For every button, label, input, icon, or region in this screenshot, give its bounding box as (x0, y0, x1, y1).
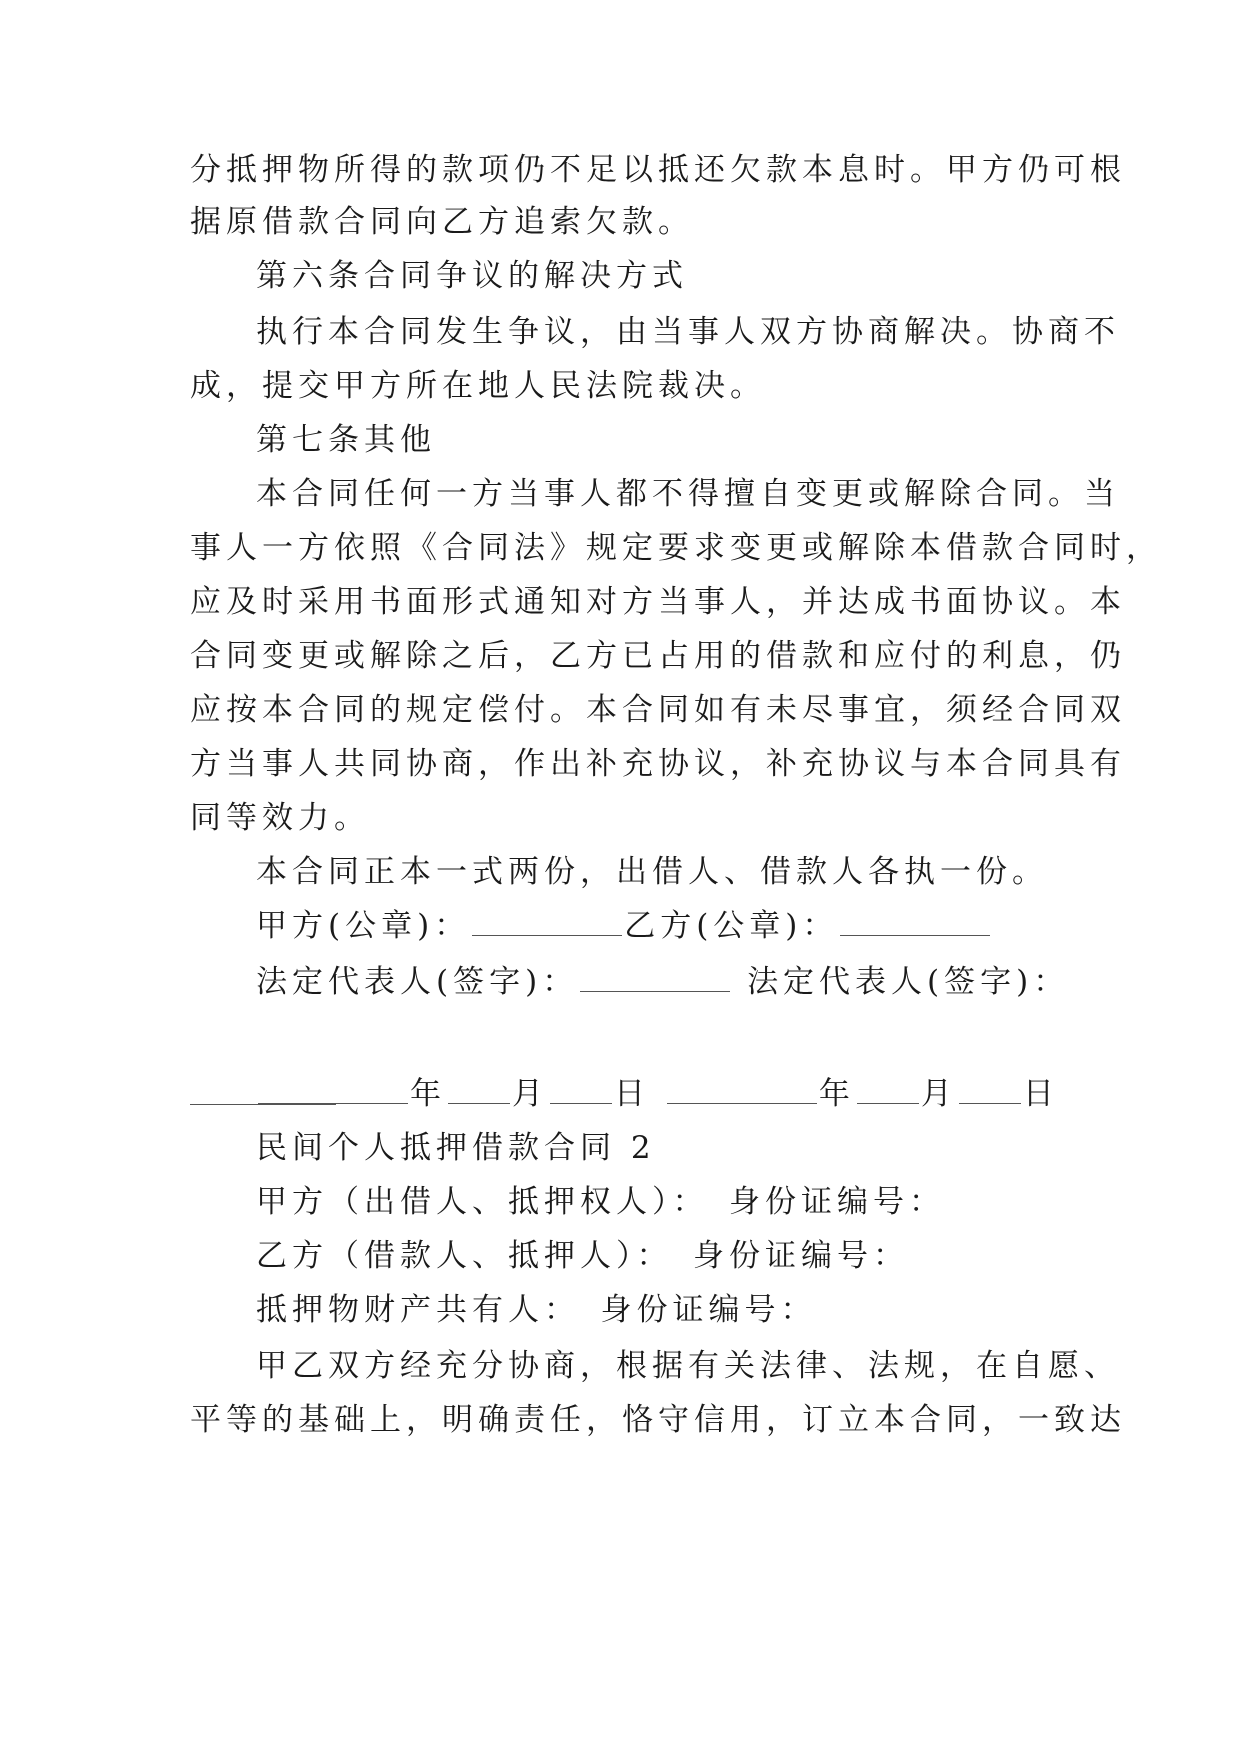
party-a-seal-label: 甲方(公章)： (256, 908, 471, 944)
year-b-label: 年 (818, 1076, 855, 1112)
text-line: 执行本合同发生争议，由当事人双方协商解决。协商不 (256, 314, 1120, 350)
rep-a-blank (580, 965, 730, 992)
party-b-seal-label: 乙方(公章)： (624, 908, 839, 944)
co-owner-info: 抵押物财产共有人： 身份证编号： (256, 1292, 817, 1328)
day-b-blank (959, 1077, 1021, 1104)
party-a-seal-blank (472, 909, 622, 936)
rep-b-label: 法定代表人(签字)： (747, 964, 1070, 1000)
section-heading: 第六条合同争议的解决方式 (256, 258, 688, 294)
text-line: 应按本合同的规定偿付。本合同如有未尽事宜，须经合同双 (190, 692, 1126, 728)
day-a-blank (550, 1077, 612, 1104)
year-a-label: 年 (410, 1076, 446, 1112)
day-a-label: 日 (614, 1076, 650, 1112)
party-b-info: 乙方（借款人、抵押人）： 身份证编号： (256, 1238, 909, 1274)
text-line: 合同变更或解除之后，乙方已占用的借款和应付的利息，仍 (190, 638, 1126, 674)
text-line: 甲乙双方经充分协商，根据有关法律、法规，在自愿、 (256, 1348, 1120, 1384)
contract-title: 民间个人抵押借款合同 2 (256, 1130, 656, 1166)
section-heading: 第七条其他 (256, 422, 436, 458)
month-a-label: 月 (512, 1076, 548, 1112)
month-b-blank (857, 1077, 919, 1104)
year-b-blank (667, 1077, 817, 1104)
text-line: 据原借款合同向乙方追索欠款。 (190, 204, 694, 240)
party-b-seal-blank (840, 909, 990, 936)
representative-line (256, 962, 1069, 1002)
month-b-label: 月 (920, 1076, 957, 1112)
year-a-blank (258, 1077, 408, 1104)
text-line: 应及时采用书面形式通知对方当事人，并达成书面协议。本 (190, 584, 1126, 620)
text-line: 成，提交甲方所在地人民法院裁决。 (190, 368, 766, 404)
rep-a-label: 法定代表人(签字)： (256, 964, 579, 1000)
month-a-blank (448, 1077, 510, 1104)
date-line (256, 1074, 1059, 1114)
text-line: 同等效力。 (190, 800, 370, 836)
text-line: 分抵押物所得的款项仍不足以抵还欠款本息时。甲方仍可根 (190, 152, 1126, 188)
text-line: 方当事人共同协商，作出补充协议，补充协议与本合同具有 (190, 746, 1126, 782)
text-line: 平等的基础上，明确责任，恪守信用，订立本合同，一致达 (190, 1402, 1126, 1438)
text-line: 本合同正本一式两份，出借人、借款人各执一份。 (256, 854, 1048, 890)
text-line: 本合同任何一方当事人都不得擅自变更或解除合同。当 (256, 476, 1120, 512)
day-b-label: 日 (1022, 1076, 1059, 1112)
text-line: 事人一方依照《合同法》规定要求变更或解除本借款合同时， (190, 530, 1162, 566)
seal-line (256, 906, 992, 946)
party-a-info: 甲方（出借人、抵押权人）： 身份证编号： (256, 1184, 945, 1220)
